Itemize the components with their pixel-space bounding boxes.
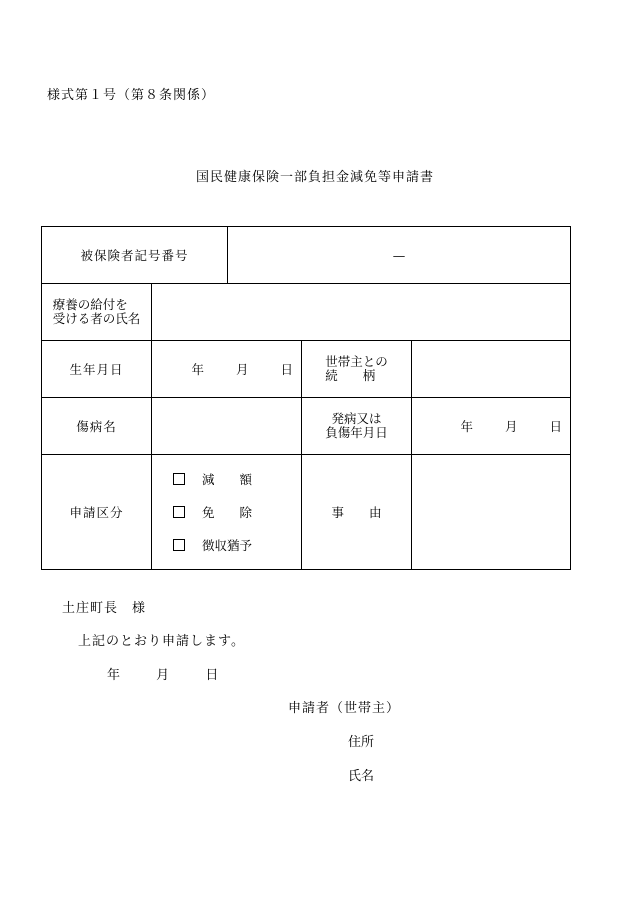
addressee: 土庄町長 様 xyxy=(62,601,147,616)
category-option-label: 減 額 xyxy=(202,471,253,487)
reason-label: 事 由 xyxy=(302,455,412,570)
relation-label xyxy=(302,341,412,398)
relation-label-line1: 世帯主との xyxy=(325,353,388,369)
application-date[interactable] xyxy=(107,664,218,683)
checkbox-icon[interactable] xyxy=(173,506,185,518)
onset-month-label: 月 xyxy=(505,418,518,434)
checkbox-icon[interactable] xyxy=(173,473,185,485)
category-option-exemption[interactable] xyxy=(173,496,301,529)
category-label: 申請区分 xyxy=(42,455,152,570)
insured-number-value[interactable]: — xyxy=(228,227,571,284)
name-label: 氏名 xyxy=(348,769,375,784)
checkbox-icon[interactable] xyxy=(173,539,185,551)
injury-field[interactable] xyxy=(152,398,302,455)
birth-month-label: 月 xyxy=(236,361,249,377)
document-title: 国民健康保険一部負担金減免等申請書 xyxy=(195,170,434,185)
recipient-name-field[interactable] xyxy=(152,284,571,341)
onset-label-line1: 発病又は xyxy=(331,410,382,426)
category-option-label: 免 除 xyxy=(202,504,253,520)
application-table xyxy=(41,226,571,570)
birthdate-label: 生年月日 xyxy=(42,341,152,398)
reason-field[interactable] xyxy=(412,455,571,570)
onset-label xyxy=(302,398,412,455)
birthdate-field[interactable] xyxy=(152,341,302,398)
recipient-label xyxy=(42,284,152,341)
onset-year-label: 年 xyxy=(460,418,474,434)
statement: 上記のとおり申請します。 xyxy=(78,634,245,649)
birth-year-label: 年 xyxy=(191,361,205,377)
relation-field[interactable] xyxy=(412,341,571,398)
relation-label-line2: 続 柄 xyxy=(325,368,376,383)
insured-number-label: 被保険者記号番号 xyxy=(42,227,228,284)
category-options xyxy=(152,455,302,570)
onset-label-line2: 負傷年月日 xyxy=(325,425,388,440)
app-day-label: 日 xyxy=(205,668,219,683)
applicant-label: 申請者（世帯主） xyxy=(288,701,401,716)
onset-date-field[interactable] xyxy=(412,398,571,455)
category-option-label: 徴収猶予 xyxy=(202,537,253,553)
onset-day-label: 日 xyxy=(549,418,563,434)
category-option-deferral[interactable] xyxy=(173,529,301,562)
birth-day-label: 日 xyxy=(280,361,294,377)
recipient-label-line1: 療養の給付を xyxy=(52,296,128,312)
form-number: 様式第１号（第８条関係） xyxy=(47,88,216,103)
injury-label: 傷病名 xyxy=(42,398,152,455)
app-month-label: 月 xyxy=(156,668,170,683)
category-option-reduction[interactable] xyxy=(173,463,301,496)
recipient-label-line2: 受ける者の氏名 xyxy=(52,311,141,326)
address-label: 住所 xyxy=(348,735,375,750)
app-year-label: 年 xyxy=(107,668,121,683)
